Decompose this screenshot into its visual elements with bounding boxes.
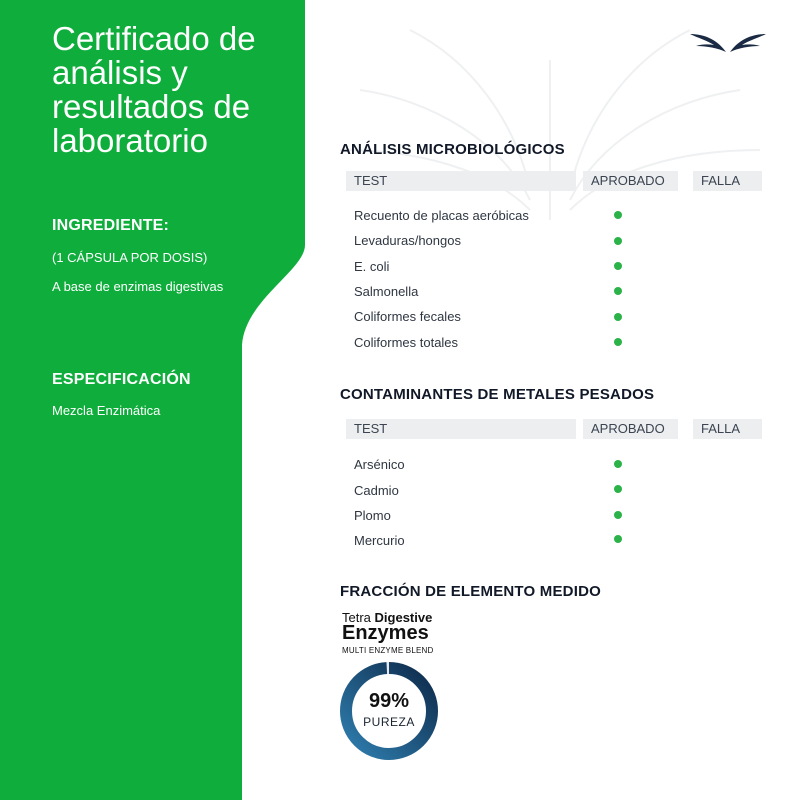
metals-section-title: CONTAMINANTES DE METALES PESADOS — [340, 386, 655, 403]
approved-dot — [614, 511, 622, 519]
metals-row-label: Arsénico — [354, 457, 405, 472]
approved-dot — [614, 485, 622, 493]
fraction-section-title: FRACCIÓN DE ELEMENTO MEDIDO — [340, 583, 601, 600]
microbio-row-label: Coliformes totales — [354, 335, 459, 350]
approved-dot — [614, 460, 622, 468]
ingredient-heading: INGREDIENTE: — [52, 217, 170, 234]
specification-heading: ESPECIFICACIÓN — [52, 371, 191, 388]
brand-prefix: Tetra — [342, 610, 371, 625]
metals-header-test: TEST — [346, 419, 576, 439]
microbio-row-label: Levaduras/hongos — [354, 233, 461, 248]
metals-header-approved: APROBADO — [583, 419, 678, 439]
approved-dot — [614, 287, 622, 295]
microbio-section-title: ANÁLISIS MICROBIOLÓGICOS — [340, 141, 565, 158]
microbio-header-approved: APROBADO — [583, 171, 678, 191]
microbio-header-fail: FALLA — [693, 171, 762, 191]
microbio-header-test: TEST — [346, 171, 576, 191]
approved-dot — [614, 211, 622, 219]
product-name: Enzymes — [342, 622, 429, 644]
metals-row-label: Plomo — [354, 508, 391, 523]
approved-dot — [614, 237, 622, 245]
product-tagline: MULTI ENZYME BLEND — [342, 646, 434, 655]
metals-row-label: Cadmio — [354, 483, 399, 498]
microbio-row-label: Recuento de placas aeróbicas — [354, 208, 529, 223]
approved-dot — [614, 313, 622, 321]
purity-label: PUREZA — [363, 715, 415, 729]
purity-value: 99% — [368, 690, 410, 712]
approved-dot — [614, 262, 622, 270]
wings-logo-icon — [688, 28, 768, 60]
microbio-row-label: Coliformes fecales — [354, 309, 461, 324]
specification-value: Mezcla Enzimática — [52, 403, 161, 418]
ingredient-dose: (1 CÁPSULA POR DOSIS) — [52, 250, 208, 265]
brand-name: Digestive — [374, 610, 433, 625]
metals-row-label: Mercurio — [354, 533, 405, 548]
metals-header-fail: FALLA — [693, 419, 762, 439]
page-title: Certificado de análisis y resultados de laboratorio — [52, 20, 256, 159]
approved-dot — [614, 535, 622, 543]
microbio-row-label: E. coli — [354, 259, 390, 274]
ingredient-description: A base de enzimas digestivas — [52, 279, 224, 294]
approved-dot — [614, 338, 622, 346]
microbio-row-label: Salmonella — [354, 284, 419, 299]
